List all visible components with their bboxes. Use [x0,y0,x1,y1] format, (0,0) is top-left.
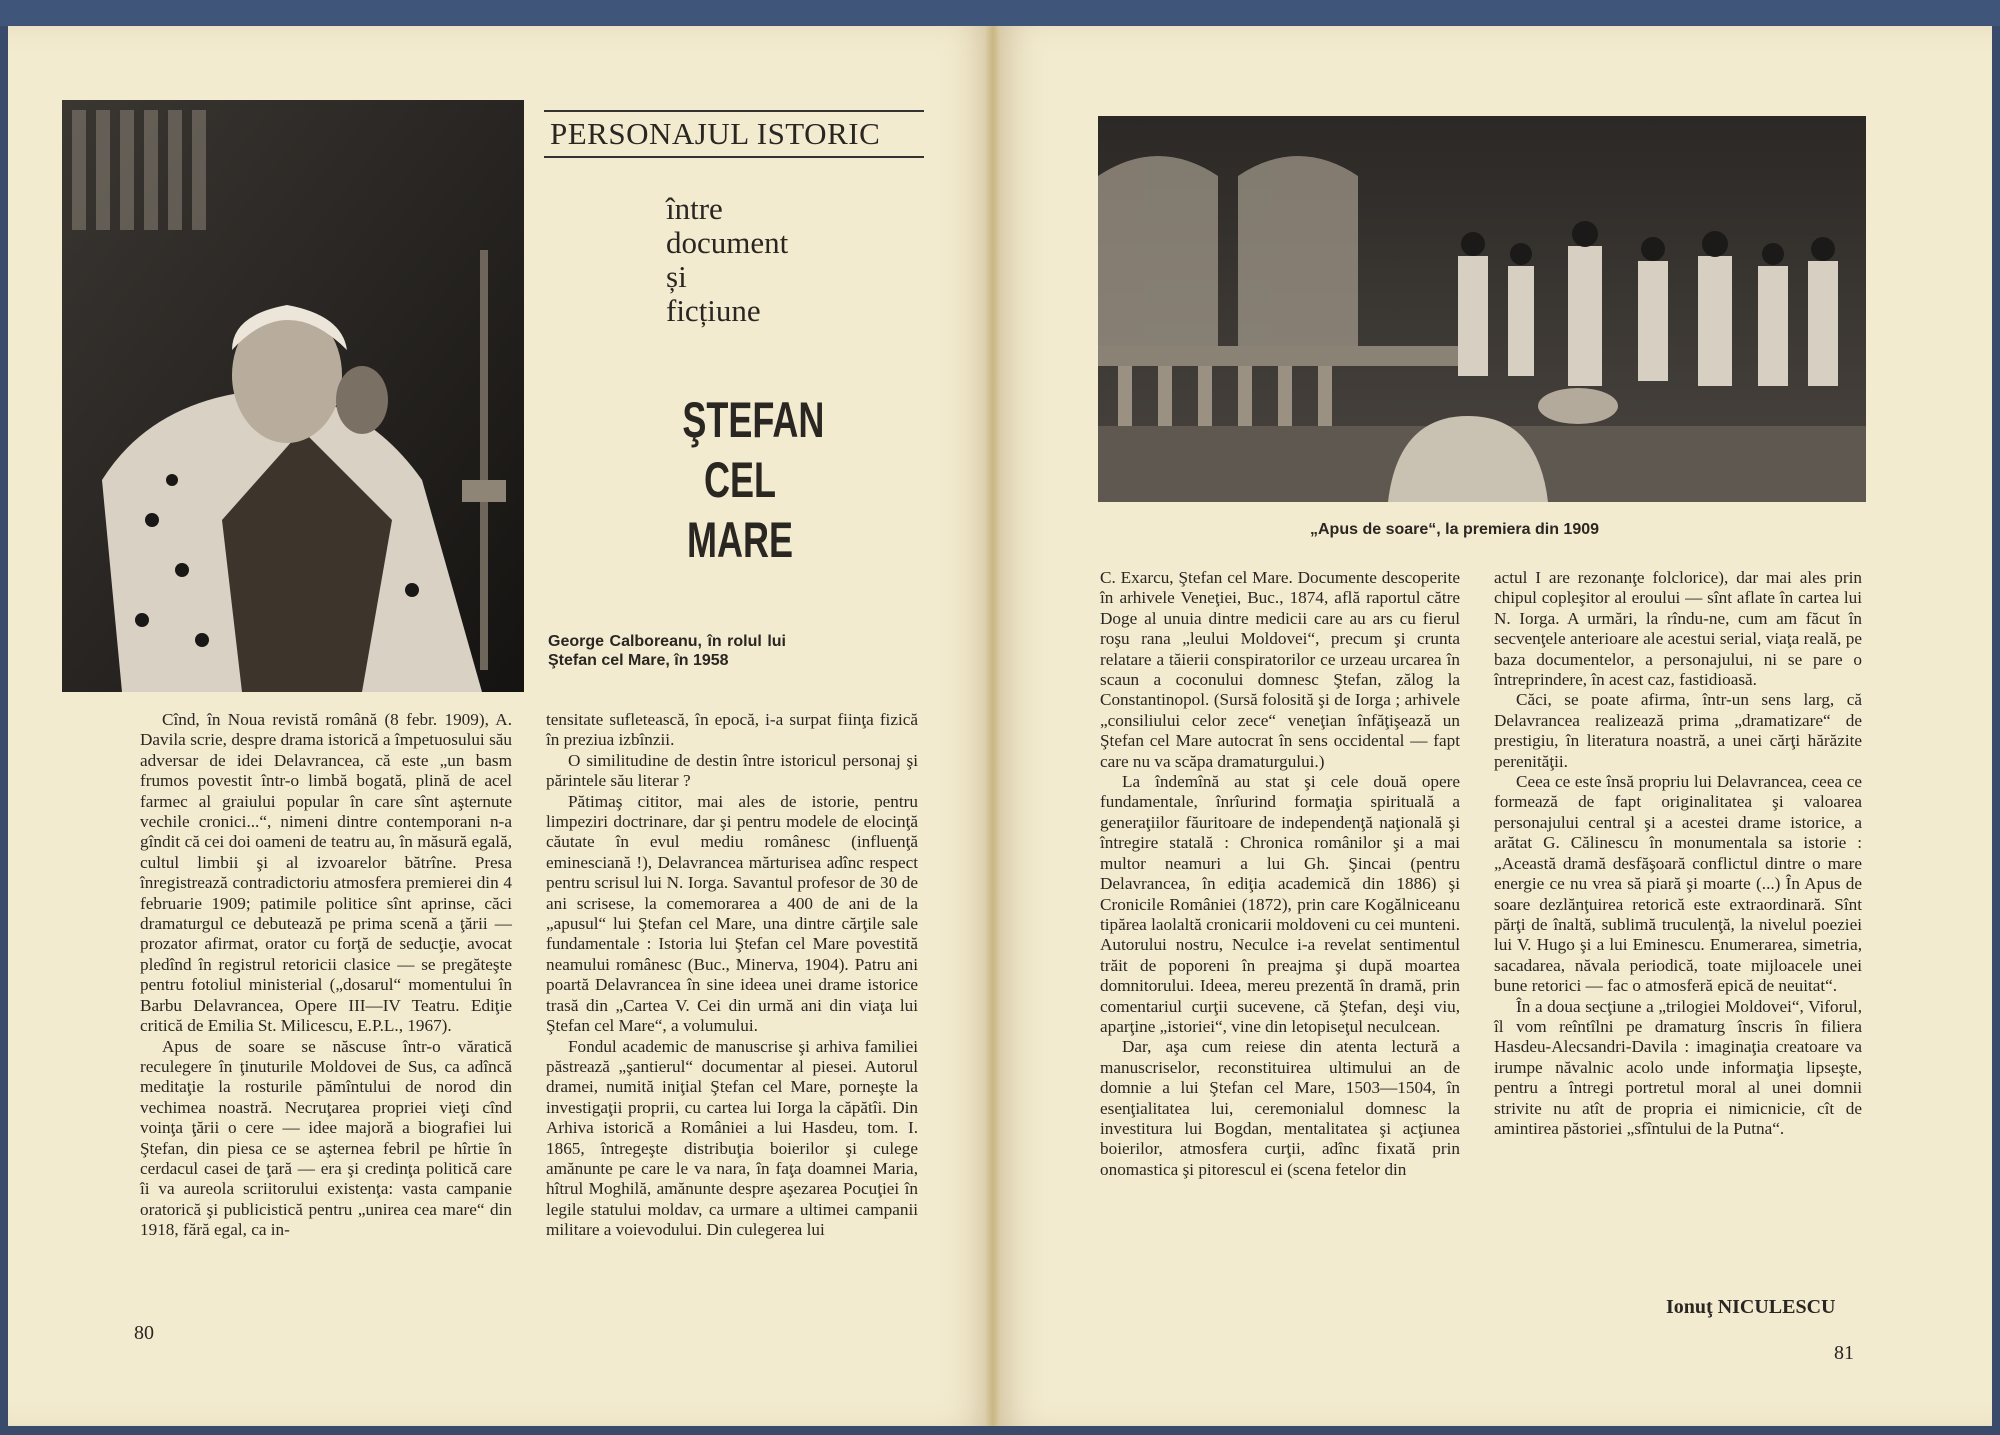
paragraph: În a doua secţiune a „trilogiei Moldovei“, Viforul, îl vom reîntîlni pe dramaturg înscris în filiera Hasdeu-Alecsandri-Davila : imaginaţia creatoare va irumpe năvalnic acolo unde informaţia lipseşte, pentru a întregi portretul moral al unei domnii strivite nu atît de propria ei nimicnicie, cît de amintirea păstoriei „sfîntului de la Putna“. [1494,996,1862,1138]
paragraph: actul I are rezonanţe folclorice), dar mai ales prin chipul copleşitor al eroului — sînt aflate în cartea lui N. Iorga. A urmări, la rîndu-ne, cum am făcut în secvenţele anterioare ale acestui serial, viaţa reală, pe baza documentelor, a personajului, ni se pare o întreprindere, în acest caz, fastidioasă. [1494,568,1862,690]
paragraph: Cînd, în Noua revistă română (8 febr. 1909), A. Davila scrie, despre drama istorică a împetuosului său adversar de idei Delavrancea, că este „un basm frumos povestit într-o limbă bogată, plină de acel farmec al graiului popular în care sînt aşternute vechile cronici...“, nimeni dintre contemporani n-a gîndit că cei doi oameni de teatru au, în măsură egală, cultul limbii şi al izvoarelor bătrîne. Presa înregistrează contradictoriu atmosfera premierei din 4 februarie 1909; patimile politice sînt aprinse, căci dramaturgul ce debutează pe prima scenă a ţării — prozator afirmat, orator cu forţă de seducţie, avocat pledînd în registrul retoricii clasice — se pregăteşte pentru fotoliul ministerial („dosarul“ momentului în Barbu Delavrancea, Opere III—IV Teatru. Ediţie critică de Emilia St. Milicescu, E.P.L., 1967). [140,710,512,1036]
left-column-1 [140,710,512,1241]
paragraph: Fondul academic de manuscrise şi arhiva familiei păstrează „şantierul“ documentar al piesei. Autorul dramei, numită iniţial Ştefan cel Mare, porneşte la investigaţii proprii, cu cartea lui Iorga la căpătîi. Din Arhiva istorică a României a lui Hasdeu, tom. I. 1865, întregeşte distribuţia boierilor şi culege amănunte pe care le va nara, în faţa doamnei Maria, hîtrul Moghilă, amănunte despre aşezarea Pocuţiei în legile statului moldav, ca urmare a ultimei campanii militare a voievodului. Din culegerea lui [546,1036,918,1240]
book-spine [986,26,1000,1426]
subtitle [666,192,788,328]
top-band [0,0,2000,26]
headline [682,390,825,570]
portrait-photo [62,100,524,692]
stage-photo [1098,116,1866,502]
page-number-left: 80 [134,1322,154,1344]
paragraph: C. Exarcu, Ştefan cel Mare. Documente descoperite în arhivele Veneţiei, Buc., 1874, află raportul către Doge al unuia dintre medicii care au ars cu fierul roşu rana „leului Moldovei“, precum şi crunta relatare a tăierii conspiratorilor ce urzeau urcarea în scaun a coconului domnesc Ştefan, zălog la Constantinopol. (Sursă folosită şi de Iorga ; arhivele „consiliului celor zece“ veneţian înfăţişează un Ştefan cel Mare autocrat în sens occidental — fapt care nu va scăpa dramaturgului.) [1100,568,1460,771]
paragraph: Apus de soare se născuse într-o văratică reculegere în ţinuturile Moldovei de Sus, ca adîncă meditaţie la rosturile pămîntului de norod din vechimea noastră. Necruţarea propriei vieţi cînd voinţa ţării o cere — idee majoră a biografiei lui Ştefan, din piesa ce se aşternea febril pe hîrtie în cerdacul casei de ţară — era şi credinţa politică care îi va aureola scriitorului existenţa: vasta campanie oratorică şi publicistică pentru „unirea cea mare“ din 1918, fără egal, ca in- [140,1036,512,1240]
paragraph: tensitate sufletească, în epocă, i-a surpat fiinţa fizică în preziua izbînzii. [546,710,918,750]
rubric-title: PERSONAJUL ISTORIC [544,110,924,158]
subtitle-line: și [666,259,687,294]
paragraph: Căci, se poate afirma, într-un sens larg, că Delavrancea realizează prima „dramatizare“ de prestigiu, în literatura noastră, a unei cărţi hărăzite perenităţii. [1494,690,1862,771]
author-signature: Ionuţ NICULESCU [1666,1296,1836,1318]
headline-line: MARE [687,512,793,568]
stage-photo-caption: „Apus de soare“, la premiera din 1909 [1310,521,1600,538]
subtitle-line: ficțiune [666,293,761,328]
paragraph: La îndemînă au stat şi cele două opere fundamentale, înrîurind formaţia spirituală a generaţiilor făuritoare de independenţă naţională şi întregire statală : Chronica românilor şi a mai multor neamuri a lui Gh. Şincai (pentru Delavrancea, în ediţia academică din 1886) şi Cronicile României (1872), prin care Kogălniceanu tipărea laolaltă cronicarii moldoveni cu cei munteni. Autorului nostru, Neculce i-a revelat sentimentul trăit de poporeni în preajma şi după moartea domnitorului. Ideea, mereu prezentă în dramă, prin comentariul curţii sucevene, că Ştefan, deşi viu, aparţine „istoriei“, vine din letopiseţul neculcean. [1100,772,1460,1036]
page-number-right: 81 [1834,1342,1854,1364]
paragraph: Dar, aşa cum reiese din atenta lectură a manuscriselor, reconstituirea ultimului an de domnie a lui Ştefan cel Mare, 1503—1504, în esenţialitatea lui, ceremonialul domnesc la investitura lui Bogdan, mentalitatea şi acţiunea boierilor, atmosfera curţii, adînc fixată prin onomastica şi pitorescul ei (scena fetelor din [1100,1037,1460,1179]
right-column-2 [1494,568,1862,1139]
subtitle-line: între [666,191,723,226]
left-column-2 [546,710,918,1241]
headline-line: ŞTEFAN [682,392,825,448]
paragraph: Pătimaş cititor, mai ales de istorie, pentru limpeziri doctrinare, dar şi pentru modele de elocinţă căutate în evul mediu românesc (influenţă eminesciană !), Delavrancea mărturisea adînc respect pentru scrisul lui N. Iorga. Savantul profesor de 30 de ani scrisese, la comemorarea a 400 de ani de la „apusul“ lui Ştefan cel Mare, una dintre cărţile sale fundamentale : Istoria lui Ştefan cel Mare povestită neamului românesc (Buc., Minerva, 1904). Patru ani poartă Delavrancea în sine ideea unei drame istorice trasă din „Cartea V. Cei din urmă ani din viaţa lui Ştefan cel Mare“, a volumului. [546,791,918,1036]
paragraph: O similitudine de destin între istoricul personaj şi părintele său literar ? [546,750,918,791]
headline-line: CEL [704,452,776,508]
paragraph: Ceea ce este însă propriu lui Delavrancea, ceea ce formează de fapt originalitatea şi valoarea personajului central şi a acestei drame istorice, a arătat G. Călinescu în monumentala sa istorie : „Această dramă desfăşoară conflictul dintre o mare energie ce nu vrea să piară şi moarte (...) În Apus de soare dezlănţuirea retorică este extraordinară. Sînt părţi de înaltă, sublimă truculenţă, la nivelul poeziei lui V. Hugo şi a lui Eminescu. Enumerarea, simetria, sacadarea, năvala periodică, toate mijloacele unei bune retorici — fac o atmosferă epică de neuitat“. [1494,772,1862,996]
right-column-1 [1100,568,1460,1180]
portrait-caption: George Calboreanu, în rolul lui Ştefan cel Mare, în 1958 [548,633,786,669]
subtitle-line: document [666,225,789,260]
